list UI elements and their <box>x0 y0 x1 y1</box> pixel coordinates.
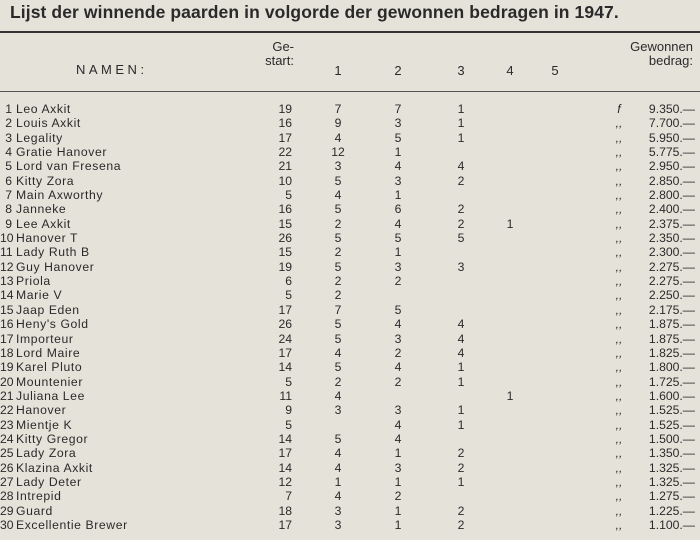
row-number: 15 <box>0 302 14 317</box>
place-1-count: 5 <box>334 317 342 332</box>
row-number: 27 <box>0 474 14 489</box>
currency-mark: ,, <box>615 474 623 489</box>
currency-mark: f <box>617 102 621 116</box>
column-header-5: 5 <box>551 63 559 78</box>
place-1-count: 5 <box>334 431 342 446</box>
horse-name: Hanover <box>16 403 67 418</box>
place-3-count: 1 <box>457 102 465 116</box>
place-2-count: 7 <box>394 102 402 116</box>
place-2-count: 2 <box>394 274 402 289</box>
table-row <box>0 174 700 188</box>
starts-count: 22 <box>278 145 292 160</box>
row-number: 1 <box>5 102 12 116</box>
table-row <box>0 432 700 446</box>
table-row <box>0 131 700 145</box>
currency-mark: ,, <box>615 245 623 260</box>
row-number: 3 <box>5 130 12 145</box>
horse-name: Lord Maire <box>16 345 81 360</box>
column-header-namen: NAMEN: <box>76 62 148 77</box>
place-3-count: 3 <box>457 259 465 274</box>
column-header-amount-line2: bedrag: <box>648 53 693 68</box>
amount-won: 2.950.— <box>648 159 695 174</box>
row-number: 20 <box>0 374 14 389</box>
table-row <box>0 403 700 417</box>
horse-name: Lord van Fresena <box>16 159 122 174</box>
place-1-count: 3 <box>334 517 342 532</box>
place-1-count: 4 <box>334 388 342 403</box>
starts-count: 15 <box>278 216 292 231</box>
place-3-count: 2 <box>457 202 465 217</box>
column-header-gestart <box>250 40 294 68</box>
amount-won: 2.175.— <box>648 302 695 317</box>
place-3-count: 4 <box>457 345 465 360</box>
starts-count: 5 <box>285 288 292 303</box>
table-row <box>0 116 700 130</box>
amount-won: 1.225.— <box>648 503 695 518</box>
row-number: 25 <box>0 446 14 461</box>
horse-name: Heny's Gold <box>16 317 89 332</box>
starts-count: 5 <box>285 374 292 389</box>
row-number: 30 <box>0 517 14 532</box>
currency-mark: ,, <box>615 517 623 532</box>
table-row <box>0 360 700 374</box>
table-row <box>0 288 700 302</box>
horse-name: Lady Ruth B <box>16 245 90 260</box>
amount-won: 9.350.— <box>648 102 695 116</box>
place-1-count: 4 <box>334 345 342 360</box>
starts-count: 24 <box>278 331 292 346</box>
starts-count: 21 <box>278 159 292 174</box>
amount-won: 1.875.— <box>648 317 695 332</box>
place-2-count: 2 <box>394 345 402 360</box>
starts-count: 19 <box>278 259 292 274</box>
amount-won: 2.375.— <box>648 216 695 231</box>
column-header-3: 3 <box>457 63 465 78</box>
amount-won: 2.250.— <box>648 288 695 303</box>
amount-won: 2.800.— <box>648 188 695 203</box>
place-2-count: 2 <box>394 374 402 389</box>
horse-name: Janneke <box>16 202 67 217</box>
currency-mark: ,, <box>615 173 623 188</box>
currency-mark: ,, <box>615 188 623 203</box>
place-2-count: 4 <box>394 159 402 174</box>
place-2-count: 1 <box>394 245 402 260</box>
table-row <box>0 188 700 202</box>
horse-name: Lady Deter <box>16 474 82 489</box>
amount-won: 1.525.— <box>648 403 695 418</box>
page-title: Lijst der winnende paarden in volgorde der gewonnen bedragen in 1947. <box>10 2 619 22</box>
column-header-gestart-line1: Ge- <box>272 39 294 54</box>
place-1-count: 4 <box>334 446 342 461</box>
place-1-count: 7 <box>334 102 342 116</box>
horse-name: Excellentie Brewer <box>16 517 128 532</box>
amount-won: 7.700.— <box>648 116 695 131</box>
place-1-count: 4 <box>334 460 342 475</box>
place-3-count: 2 <box>457 503 465 518</box>
currency-mark: ,, <box>615 417 623 432</box>
amount-won: 1.325.— <box>648 460 695 475</box>
row-number: 14 <box>0 288 14 303</box>
table-row <box>0 102 700 116</box>
place-2-count: 1 <box>394 474 402 489</box>
currency-mark: ,, <box>615 231 623 246</box>
place-1-count: 7 <box>334 302 342 317</box>
row-number: 23 <box>0 417 14 432</box>
starts-count: 10 <box>278 173 292 188</box>
table-row <box>0 202 700 216</box>
horse-name: Intrepid <box>16 489 62 504</box>
amount-won: 2.275.— <box>648 274 695 289</box>
horse-name: Guard <box>16 503 53 518</box>
starts-count: 7 <box>285 489 292 504</box>
currency-mark: ,, <box>615 259 623 274</box>
place-2-count: 3 <box>394 460 402 475</box>
column-header-1: 1 <box>334 63 342 78</box>
place-3-count: 2 <box>457 460 465 475</box>
currency-mark: ,, <box>615 345 623 360</box>
place-3-count: 1 <box>457 116 465 131</box>
row-number: 13 <box>0 274 14 289</box>
table-row <box>0 231 700 245</box>
row-number: 10 <box>0 231 14 246</box>
row-number: 29 <box>0 503 14 518</box>
place-3-count: 4 <box>457 159 465 174</box>
place-1-count: 5 <box>334 259 342 274</box>
place-2-count: 1 <box>394 145 402 160</box>
horse-name: Mientje K <box>16 417 73 432</box>
currency-mark: ,, <box>615 489 623 504</box>
place-3-count: 1 <box>457 374 465 389</box>
starts-count: 14 <box>278 360 292 375</box>
place-1-count: 5 <box>334 202 342 217</box>
place-1-count: 5 <box>334 360 342 375</box>
place-1-count: 5 <box>334 173 342 188</box>
amount-won: 1.275.— <box>648 489 695 504</box>
table-row <box>0 303 700 317</box>
horse-name: Hanover T <box>16 231 79 246</box>
place-3-count: 1 <box>457 417 465 432</box>
currency-mark: ,, <box>615 460 623 475</box>
place-3-count: 5 <box>457 231 465 246</box>
place-1-count: 4 <box>334 130 342 145</box>
currency-mark: ,, <box>615 288 623 303</box>
row-number: 22 <box>0 403 14 418</box>
horse-name: Legality <box>16 130 63 145</box>
table-row <box>0 389 700 403</box>
place-1-count: 2 <box>334 216 342 231</box>
place-2-count: 3 <box>394 403 402 418</box>
starts-count: 12 <box>278 474 292 489</box>
horse-name: Juliana Lee <box>16 388 85 403</box>
table-row <box>0 245 700 259</box>
starts-count: 17 <box>278 302 292 317</box>
place-2-count: 1 <box>394 517 402 532</box>
currency-mark: ,, <box>615 374 623 389</box>
currency-mark: ,, <box>615 388 623 403</box>
row-number: 19 <box>0 360 14 375</box>
currency-mark: ,, <box>615 274 623 289</box>
place-3-count: 1 <box>457 360 465 375</box>
place-2-count: 4 <box>394 317 402 332</box>
row-number: 21 <box>0 388 14 403</box>
horse-name: Kitty Zora <box>16 173 75 188</box>
place-4-count: 1 <box>506 388 514 403</box>
horse-name: Jaap Eden <box>16 302 80 317</box>
table-row <box>0 504 700 518</box>
table-row <box>0 217 700 231</box>
place-2-count: 4 <box>394 216 402 231</box>
place-1-count: 9 <box>334 116 342 131</box>
horse-name: Importeur <box>16 331 74 346</box>
place-3-count: 2 <box>457 446 465 461</box>
starts-count: 26 <box>278 317 292 332</box>
table-row <box>0 274 700 288</box>
place-1-count: 4 <box>334 188 342 203</box>
horse-name: Marie V <box>16 288 63 303</box>
currency-mark: ,, <box>615 216 623 231</box>
place-2-count: 5 <box>394 231 402 246</box>
row-number: 6 <box>5 173 12 188</box>
amount-won: 1.600.— <box>648 388 695 403</box>
starts-count: 17 <box>278 517 292 532</box>
row-number: 18 <box>0 345 14 360</box>
amount-won: 1.100.— <box>648 517 695 532</box>
amount-won: 1.325.— <box>648 474 695 489</box>
row-number: 16 <box>0 317 14 332</box>
amount-won: 5.950.— <box>648 130 695 145</box>
place-2-count: 5 <box>394 302 402 317</box>
place-1-count: 2 <box>334 288 342 303</box>
starts-count: 16 <box>278 202 292 217</box>
place-2-count: 1 <box>394 188 402 203</box>
column-header-gestart-line2: start: <box>265 53 294 68</box>
amount-won: 1.725.— <box>648 374 695 389</box>
place-3-count: 4 <box>457 331 465 346</box>
currency-mark: ,, <box>615 130 623 145</box>
amount-won: 2.400.— <box>648 202 695 217</box>
place-1-count: 2 <box>334 374 342 389</box>
table-row <box>0 317 700 331</box>
starts-count: 18 <box>278 503 292 518</box>
amount-won: 5.775.— <box>648 145 695 160</box>
amount-won: 2.850.— <box>648 173 695 188</box>
table-row <box>0 475 700 489</box>
starts-count: 17 <box>278 130 292 145</box>
place-2-count: 5 <box>394 130 402 145</box>
row-number: 4 <box>5 145 12 160</box>
place-1-count: 3 <box>334 159 342 174</box>
table-row <box>0 375 700 389</box>
column-header-amount <box>595 40 693 68</box>
starts-count: 17 <box>278 446 292 461</box>
place-3-count: 2 <box>457 173 465 188</box>
currency-mark: ,, <box>615 403 623 418</box>
horse-name: Guy Hanover <box>16 259 95 274</box>
header-bottom-rule <box>0 91 700 92</box>
starts-count: 6 <box>285 274 292 289</box>
starts-count: 16 <box>278 116 292 131</box>
amount-won: 1.800.— <box>648 360 695 375</box>
place-2-count: 3 <box>394 173 402 188</box>
starts-count: 15 <box>278 245 292 260</box>
horse-name: Main Axworthy <box>16 188 104 203</box>
place-3-count: 4 <box>457 317 465 332</box>
place-1-count: 5 <box>334 231 342 246</box>
column-header-2: 2 <box>394 63 402 78</box>
row-number: 12 <box>0 259 14 274</box>
currency-mark: ,, <box>615 317 623 332</box>
table-row <box>0 489 700 503</box>
place-3-count: 1 <box>457 403 465 418</box>
currency-mark: ,, <box>615 202 623 217</box>
column-header-amount-line1: Gewonnen <box>630 39 693 54</box>
table-row <box>0 260 700 274</box>
column-header-4: 4 <box>506 63 514 78</box>
currency-mark: ,, <box>615 302 623 317</box>
table-row <box>0 346 700 360</box>
place-1-count: 3 <box>334 403 342 418</box>
currency-mark: ,, <box>615 503 623 518</box>
horse-name: Louis Axkit <box>16 116 81 131</box>
amount-won: 2.300.— <box>648 245 695 260</box>
amount-won: 1.350.— <box>648 446 695 461</box>
row-number: 24 <box>0 431 14 446</box>
starts-count: 9 <box>285 403 292 418</box>
place-2-count: 3 <box>394 331 402 346</box>
row-number: 17 <box>0 331 14 346</box>
amount-won: 1.825.— <box>648 345 695 360</box>
place-1-count: 5 <box>334 331 342 346</box>
row-number: 9 <box>5 216 12 231</box>
amount-won: 2.275.— <box>648 259 695 274</box>
place-3-count: 2 <box>457 216 465 231</box>
horse-name: Klazina Axkit <box>16 460 93 475</box>
currency-mark: ,, <box>615 159 623 174</box>
table-row <box>0 418 700 432</box>
horse-name: Karel Pluto <box>16 360 83 375</box>
horse-name: Lee Axkit <box>16 216 71 231</box>
table-row <box>0 159 700 173</box>
currency-mark: ,, <box>615 431 623 446</box>
amount-won: 2.350.— <box>648 231 695 246</box>
place-2-count: 4 <box>394 431 402 446</box>
table-row <box>0 518 700 532</box>
starts-count: 17 <box>278 345 292 360</box>
starts-count: 26 <box>278 231 292 246</box>
currency-mark: ,, <box>615 446 623 461</box>
place-1-count: 2 <box>334 245 342 260</box>
starts-count: 5 <box>285 188 292 203</box>
starts-count: 5 <box>285 417 292 432</box>
place-3-count: 1 <box>457 474 465 489</box>
starts-count: 14 <box>278 460 292 475</box>
place-1-count: 2 <box>334 274 342 289</box>
header-top-rule <box>0 31 700 33</box>
row-number: 2 <box>5 116 12 131</box>
winners-table <box>0 102 700 532</box>
horse-name: Gratie Hanover <box>16 145 108 160</box>
place-2-count: 1 <box>394 446 402 461</box>
horse-name: Leo Axkit <box>16 102 71 116</box>
table-row <box>0 461 700 475</box>
place-3-count: 2 <box>457 517 465 532</box>
amount-won: 1.525.— <box>648 417 695 432</box>
currency-mark: ,, <box>615 331 623 346</box>
row-number: 7 <box>5 188 12 203</box>
place-2-count: 6 <box>394 202 402 217</box>
starts-count: 14 <box>278 431 292 446</box>
place-2-count: 4 <box>394 417 402 432</box>
row-number: 5 <box>5 159 12 174</box>
row-number: 28 <box>0 489 14 504</box>
row-number: 26 <box>0 460 14 475</box>
place-3-count: 1 <box>457 130 465 145</box>
table-row <box>0 446 700 460</box>
starts-count: 11 <box>279 388 292 403</box>
place-1-count: 3 <box>334 503 342 518</box>
place-2-count: 1 <box>394 503 402 518</box>
place-4-count: 1 <box>506 216 514 231</box>
place-2-count: 4 <box>394 360 402 375</box>
horse-name: Lady Zora <box>16 446 77 461</box>
amount-won: 1.875.— <box>648 331 695 346</box>
horse-name: Mountenier <box>16 374 83 389</box>
place-1-count: 1 <box>334 474 342 489</box>
horse-name: Kitty Gregor <box>16 431 89 446</box>
place-2-count: 3 <box>394 116 402 131</box>
place-2-count: 3 <box>394 259 402 274</box>
row-number: 11 <box>0 245 13 260</box>
currency-mark: ,, <box>615 116 623 131</box>
table-row <box>0 145 700 159</box>
table-row <box>0 332 700 346</box>
starts-count: 19 <box>278 102 292 116</box>
place-1-count: 4 <box>334 489 342 504</box>
currency-mark: ,, <box>615 145 623 160</box>
horse-name: Priola <box>16 274 51 289</box>
place-2-count: 2 <box>394 489 402 504</box>
currency-mark: ,, <box>615 360 623 375</box>
amount-won: 1.500.— <box>648 431 695 446</box>
row-number: 8 <box>5 202 12 217</box>
place-1-count: 12 <box>331 145 345 160</box>
